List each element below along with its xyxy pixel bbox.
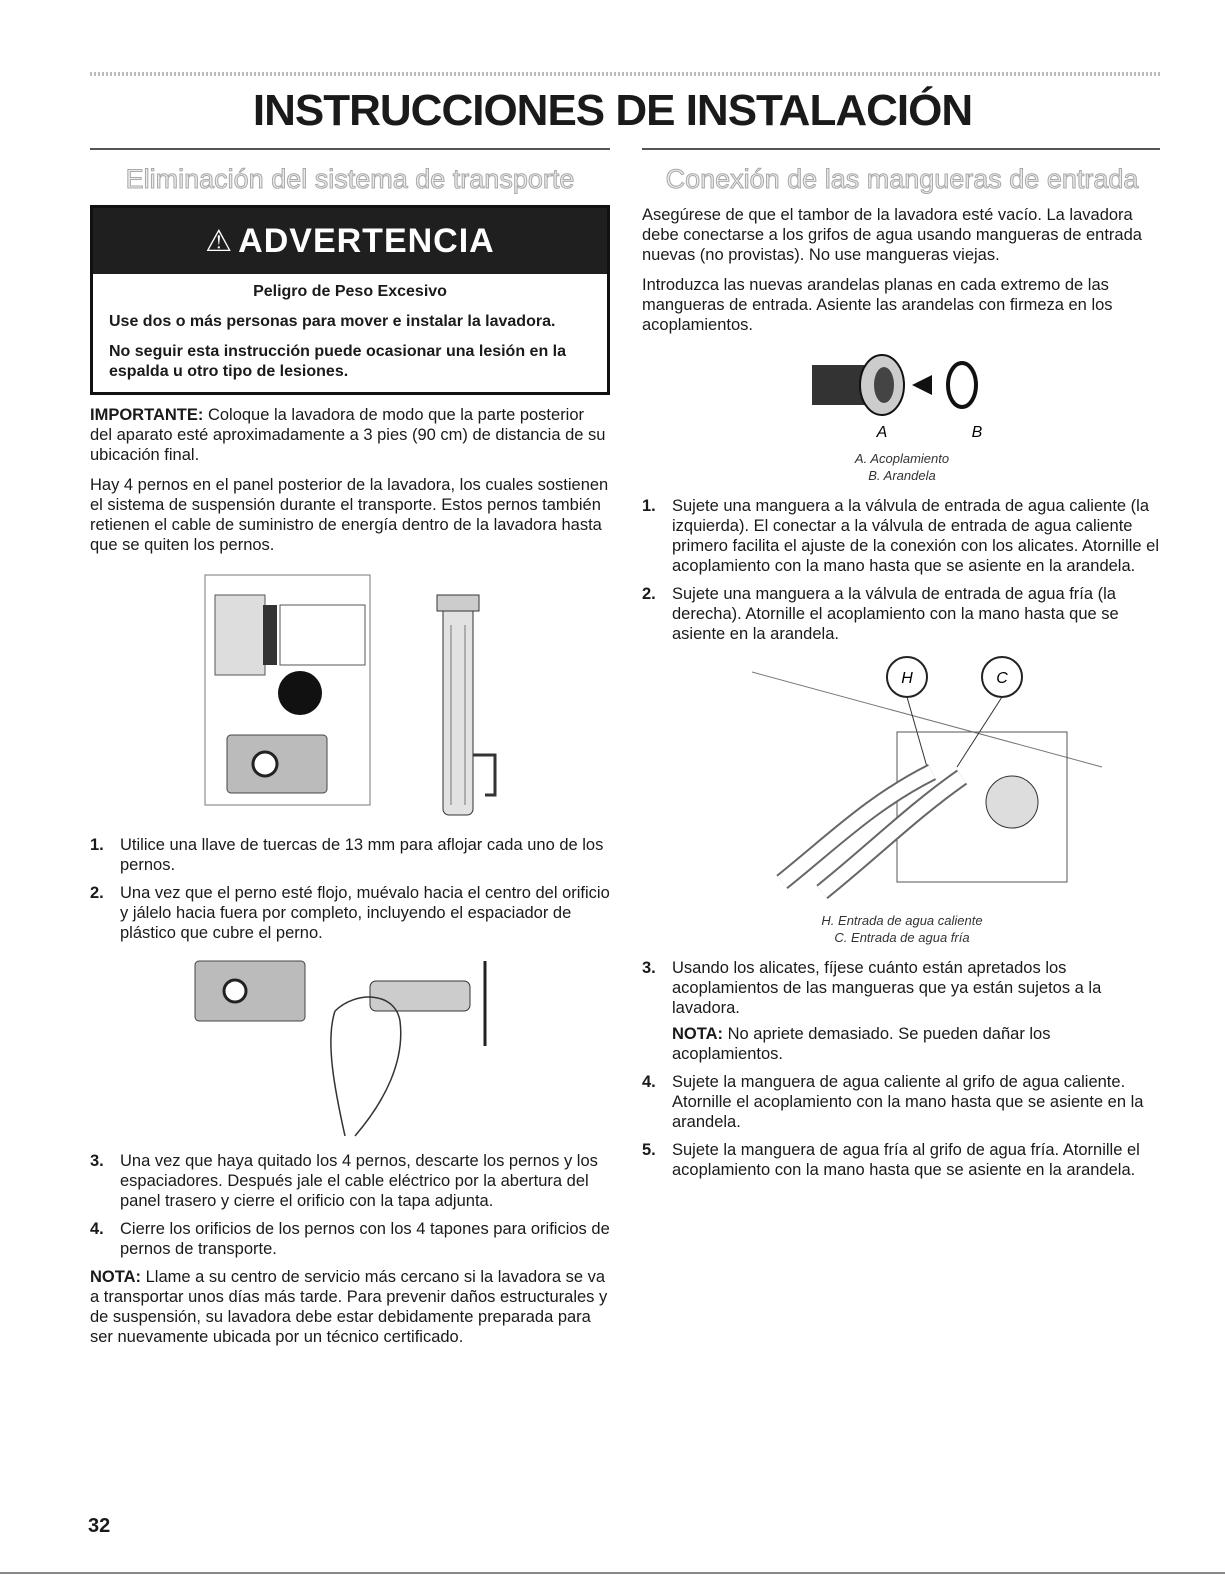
steps-list-3 bbox=[642, 496, 1162, 644]
importante-paragraph bbox=[90, 405, 610, 465]
bottom-rule bbox=[0, 1572, 1225, 1574]
bolt-removal-illustration bbox=[185, 951, 515, 1141]
rear-panel-bolt-illustration bbox=[185, 565, 515, 825]
top-dotted-rule bbox=[90, 72, 1160, 76]
importante-text: Coloque la lavadora de modo que la parte posterior del aparato esté aproximadamente a 3 pies (90 cm) de distancia de su ubicación final. bbox=[90, 406, 606, 464]
nota-paragraph bbox=[90, 1267, 610, 1347]
warning-subtitle: Peligro de Peso Excesivo bbox=[253, 283, 447, 300]
section-heading-hoses: Conexión de las mangueras de entrada bbox=[665, 164, 1139, 194]
figure-caption-inlets: H. Entrada de agua caliente C. Entrada de agua fría bbox=[821, 913, 983, 945]
inlet-hose-illustration bbox=[692, 652, 1112, 902]
hoses-paragraph-1: Asegúrese de que el tambor de la lavadora esté vacío. La lavadora debe conectarse a los grifos de agua usando mangueras de entrada nuevas (no provistas). No use mangueras viejas. bbox=[642, 206, 1142, 264]
list-item: 1. Sujete una manguera a la válvula de entrada de agua caliente (la izquierda). El conectar a la válvula de entrada de agua caliente primero facilita el ajuste de la conexión con los alicates. Atornille el acoplamiento con la mano hasta que se asiente en la arandela. bbox=[642, 497, 1160, 575]
warning-line-2: No seguir esta instrucción puede ocasionar una lesión en la espalda u otro tipo de lesiones. bbox=[109, 343, 567, 380]
right-column bbox=[642, 150, 1162, 1188]
list-item: 3. Usando los alicates, fíjese cuánto están apretados los acoplamientos de las mangueras que ya están sujetos a la lavadora. NOTA: No apriete demasiado. Se pueden dañar los acoplamientos. bbox=[642, 958, 1162, 1064]
steps-list-1 bbox=[90, 835, 610, 943]
step3-note: NOTA: No apriete demasiado. Se pueden dañar los acoplamientos. bbox=[672, 1025, 1051, 1063]
warning-triangle-icon: ⚠ bbox=[205, 224, 233, 258]
warning-header bbox=[93, 208, 607, 274]
section-heading-transport: Eliminación del sistema de transporte bbox=[125, 164, 575, 194]
figure-label-h: H bbox=[901, 670, 913, 687]
page-number: 32 bbox=[88, 1515, 111, 1537]
page-title: INSTRUCCIONES DE INSTALACIÓN bbox=[252, 86, 973, 135]
coupling-washer-illustration bbox=[772, 345, 1032, 440]
nota-text: Llame a su centro de servicio más cercano si la lavadora se va a transportar unos días más tarde. Para prevenir daños estructurales y de suspensión, su lavadora debe estar debidamente preparada para ser nuevamente ubicada por un técnico certificado. bbox=[90, 1268, 608, 1346]
warning-title: ADVERTENCIA bbox=[238, 221, 495, 260]
list-item: 4. Sujete la manguera de agua caliente al grifo de agua caliente. Atornille el acoplamiento con la mano hasta que se asiente en la arandela. bbox=[642, 1073, 1144, 1131]
figure-caption-coupling: A. Acoplamiento B. Arandela bbox=[854, 451, 950, 483]
nota-label: NOTA: bbox=[90, 1268, 142, 1286]
warning-box bbox=[90, 205, 610, 395]
bolts-paragraph: Hay 4 pernos en el panel posterior de la lavadora, los cuales sostienen el sistema de suspensión durante el transporte. Estos pernos también retienen el cable de suministro de energía dentro de la lavadora hasta que se quiten los pernos. bbox=[90, 476, 609, 554]
list-item: 2. Sujete una manguera a la válvula de entrada de agua fría (la derecha). Atornille el acoplamiento con la mano hasta que se asiente en la arandela. bbox=[642, 585, 1119, 643]
list-item: 1. Utilice una llave de tuercas de 13 mm para aflojar cada uno de los pernos. bbox=[90, 836, 604, 874]
figure-label-c: C bbox=[996, 670, 1008, 687]
steps-list-2 bbox=[90, 1151, 610, 1259]
list-item: 3. Una vez que haya quitado los 4 pernos, descarte los pernos y los espaciadores. Después jale el cable eléctrico por la abertura del panel trasero y cierre el orificio con la tapa adjunta. bbox=[90, 1152, 598, 1210]
list-item: 4. Cierre los orificios de los pernos con los 4 tapones para orificios de pernos de transporte. bbox=[90, 1220, 610, 1258]
steps-list-4 bbox=[642, 958, 1162, 1180]
hoses-paragraph-2: Introduzca las nuevas arandelas planas en cada extremo de las mangueras de entrada. Asiente las arandelas con firmeza en los acoplamientos. bbox=[642, 276, 1113, 334]
importante-label: IMPORTANTE: bbox=[90, 406, 204, 424]
warning-line-1: Use dos o más personas para mover e instalar la lavadora. bbox=[109, 313, 556, 330]
figure-label-b: B bbox=[971, 424, 983, 440]
list-item: 5. Sujete la manguera de agua fría al grifo de agua fría. Atornille el acoplamiento con la mano hasta que se asiente en la arandela. bbox=[642, 1141, 1140, 1179]
left-column bbox=[90, 150, 610, 1357]
figure-label-a: A bbox=[876, 424, 888, 440]
list-item: 2. Una vez que el perno esté flojo, muévalo hacia el centro del orificio y jálelo hacia fuera por completo, incluyendo el espaciador de plástico que cubre el perno. bbox=[90, 884, 610, 942]
